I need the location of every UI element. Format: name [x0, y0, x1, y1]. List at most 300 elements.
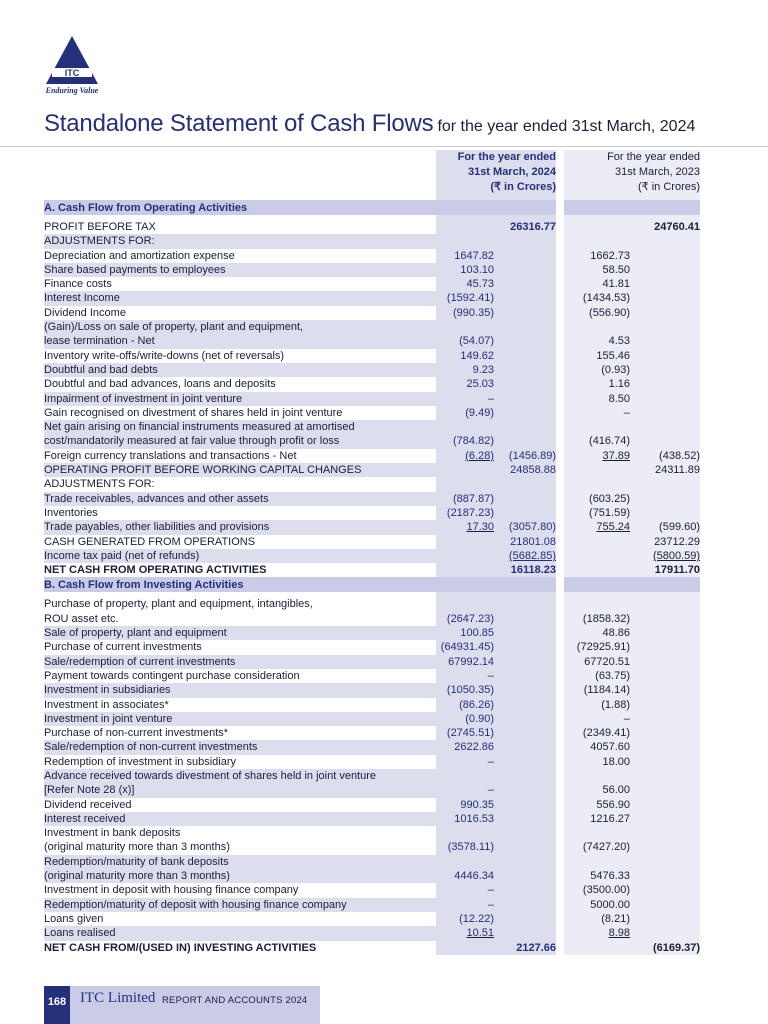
value-2024-detail: 45.73	[436, 277, 494, 291]
value-2024-total	[494, 277, 560, 291]
value-2024-detail: 25.03	[436, 377, 494, 391]
value-2023-detail: 58.50	[560, 263, 630, 277]
value-2024-total	[494, 597, 560, 611]
value-2023-detail: (1.88)	[560, 698, 630, 712]
row-label: Income tax paid (net of refunds)	[44, 549, 436, 563]
value-2023-detail: (7427.20)	[560, 840, 630, 854]
value-2024-total	[494, 740, 560, 754]
table-row	[44, 712, 700, 726]
value-2024-detail: (2647.23)	[436, 612, 494, 626]
value-2023-total	[630, 249, 700, 263]
table-row	[44, 277, 700, 291]
value-2024-total	[494, 349, 560, 363]
value-2023-detail	[560, 477, 630, 491]
value-2024-total: (5682.85)	[494, 549, 560, 563]
value-2023-total	[630, 392, 700, 406]
table-row	[44, 783, 700, 797]
value-2024-detail: (0.90)	[436, 712, 494, 726]
value-2024-total	[494, 683, 560, 697]
table-row	[44, 840, 700, 854]
value-2023-total	[630, 597, 700, 611]
logo-caption: Enduring Value	[45, 86, 99, 95]
value-2024-detail: 103.10	[436, 263, 494, 277]
table-row	[44, 855, 700, 869]
value-2023-detail	[560, 826, 630, 840]
value-2023-total	[630, 320, 700, 334]
value-2024-total	[494, 626, 560, 640]
value-2024-total: 26316.77	[494, 220, 560, 234]
value-2024-detail: 4446.34	[436, 869, 494, 883]
column-header-row	[44, 150, 700, 200]
row-label: Sale/redemption of current investments	[44, 655, 436, 669]
value-2023-total	[630, 506, 700, 520]
value-2024-detail: (6.28)	[436, 449, 494, 463]
value-2023-total	[630, 626, 700, 640]
value-2023-total	[630, 912, 700, 926]
value-2024-total	[494, 320, 560, 334]
row-label: Loans given	[44, 912, 104, 925]
row-label: lease termination - Net	[44, 334, 436, 348]
section-fill	[560, 200, 630, 215]
section-header	[44, 577, 700, 592]
row-label: (Gain)/Loss on sale of property, plant and equipment,	[44, 320, 436, 334]
table-row	[44, 769, 700, 783]
row-label: Purchase of property, plant and equipment, intangibles,	[44, 598, 313, 611]
value-2024-detail: 149.62	[436, 349, 494, 363]
value-2024-total	[494, 655, 560, 669]
value-2023-total	[630, 492, 700, 506]
value-2024-total	[494, 726, 560, 740]
header-2024-line3: (₹ in Crores)	[490, 181, 557, 193]
value-2024-detail	[436, 597, 494, 611]
value-2023-detail	[560, 597, 630, 611]
section-fill	[436, 200, 494, 215]
value-2024-detail	[436, 220, 494, 234]
table-row	[44, 655, 700, 669]
value-2024-detail: 2622.86	[436, 740, 494, 754]
value-2023-detail	[560, 463, 630, 477]
table-row	[44, 463, 700, 477]
value-2023-detail	[560, 941, 630, 955]
value-2023-total	[630, 926, 700, 940]
table-row	[44, 898, 700, 912]
table-row	[44, 434, 700, 448]
value-2024-detail: 17.30	[436, 520, 494, 534]
table-row	[44, 726, 700, 740]
value-2024-detail	[436, 320, 494, 334]
row-label: Investment in subsidiaries	[44, 683, 436, 697]
value-2024-detail: –	[436, 755, 494, 769]
value-2023-total	[630, 477, 700, 491]
table-row	[44, 869, 700, 883]
value-2023-detail: (63.75)	[560, 669, 630, 683]
value-2023-total	[630, 669, 700, 683]
value-2024-total	[494, 883, 560, 897]
value-2023-detail: 1662.73	[560, 249, 630, 263]
row-label: Sale/redemption of non-current investments	[44, 740, 436, 754]
value-2023-total	[630, 263, 700, 277]
value-2024-detail: (9.49)	[436, 406, 494, 420]
value-2024-total	[494, 477, 560, 491]
row-label: OPERATING PROFIT BEFORE WORKING CAPITAL CHANGES	[44, 463, 436, 477]
value-2024-detail: (2745.51)	[436, 726, 494, 740]
value-2024-total	[494, 249, 560, 263]
header-2024-line2: 31st March, 2024	[467, 166, 557, 178]
value-2023-detail: 755.24	[560, 520, 630, 534]
value-2024-detail	[436, 463, 494, 477]
table-row	[44, 926, 700, 940]
value-2024-total	[494, 640, 560, 654]
value-2023-total	[630, 683, 700, 697]
value-2023-detail: (2349.41)	[560, 726, 630, 740]
value-2024-total	[494, 612, 560, 626]
row-label: (original maturity more than 3 months)	[44, 869, 436, 883]
value-2024-total: 2127.66	[494, 941, 560, 955]
value-2023-detail	[560, 234, 630, 248]
row-label: Impairment of investment in joint venture	[44, 392, 436, 406]
table-row	[44, 612, 700, 626]
table-row	[44, 420, 700, 434]
value-2024-total	[494, 669, 560, 683]
value-2024-detail: –	[436, 898, 494, 912]
row-label: cost/mandatorily measured at fair value through profit or loss	[44, 434, 436, 448]
value-2024-total	[494, 234, 560, 248]
value-2023-detail: (3500.00)	[560, 883, 630, 897]
value-2024-total	[494, 869, 560, 883]
value-2024-total	[494, 263, 560, 277]
row-label: Interest Income	[44, 291, 436, 305]
row-label: Inventory write-offs/write-downs (net of reversals)	[44, 349, 285, 362]
page-number: 168	[44, 986, 70, 1024]
row-label: PROFIT BEFORE TAX	[44, 221, 156, 233]
table-row	[44, 941, 700, 955]
table-row	[44, 683, 700, 697]
table-row	[44, 449, 700, 463]
value-2024-detail	[436, 234, 494, 248]
table-row	[44, 626, 700, 640]
cash-flow-body	[44, 200, 700, 955]
row-label: (original maturity more than 3 months)	[44, 841, 230, 854]
report-title: REPORT AND ACCOUNTS 2024	[162, 995, 308, 1006]
value-2024-total	[494, 898, 560, 912]
value-2024-total	[494, 840, 560, 854]
value-2024-detail: 100.85	[436, 626, 494, 640]
row-label: Finance costs	[44, 278, 112, 291]
table-row	[44, 234, 700, 248]
page-title	[44, 110, 744, 138]
value-2024-total	[494, 755, 560, 769]
row-label: Doubtful and bad debts	[44, 363, 436, 377]
value-2024-detail: (1050.35)	[436, 683, 494, 697]
row-label: NET CASH FROM OPERATING ACTIVITIES	[44, 564, 267, 577]
value-2023-total: (599.60)	[630, 520, 700, 534]
value-2023-detail: –	[560, 406, 630, 420]
value-2024-total	[494, 434, 560, 448]
value-2023-total	[630, 812, 700, 826]
value-2024-detail	[436, 477, 494, 491]
table-row	[44, 406, 700, 420]
table-row	[44, 392, 700, 406]
row-label: Interest received	[44, 812, 436, 826]
row-label: Redemption/maturity of deposit with housing finance company	[44, 898, 436, 912]
value-2023-total	[630, 434, 700, 448]
section-fill	[436, 577, 494, 592]
cash-flow-table	[44, 150, 700, 955]
value-2023-total	[630, 726, 700, 740]
header-2023-line2: 31st March, 2023	[615, 166, 701, 178]
value-2023-detail	[560, 535, 630, 549]
value-2024-detail: (54.07)	[436, 334, 494, 348]
value-2023-total	[630, 840, 700, 854]
value-2023-total	[630, 277, 700, 291]
value-2023-total	[630, 698, 700, 712]
row-label: Sale of property, plant and equipment	[44, 626, 436, 640]
value-2023-detail: 67720.51	[560, 655, 630, 669]
row-label: ADJUSTMENTS FOR:	[44, 234, 436, 248]
value-2023-detail: 37.89	[560, 449, 630, 463]
row-label: Inventories	[44, 506, 98, 519]
row-label: Investment in joint venture	[44, 712, 436, 726]
table-row	[44, 549, 700, 563]
value-2023-total	[630, 755, 700, 769]
value-2023-detail: 18.00	[560, 755, 630, 769]
value-2023-detail	[560, 563, 630, 577]
table-row	[44, 740, 700, 754]
table-row	[44, 306, 700, 320]
value-2024-total	[494, 926, 560, 940]
value-2024-total	[494, 769, 560, 783]
value-2024-detail: (3578.11)	[436, 840, 494, 854]
row-label: Doubtful and bad advances, loans and deposits	[44, 378, 276, 391]
value-2024-total	[494, 377, 560, 391]
value-2023-detail: 1216.27	[560, 812, 630, 826]
column-header-2023	[560, 150, 700, 200]
value-2024-detail: 1016.53	[436, 812, 494, 826]
value-2024-detail: (990.35)	[436, 306, 494, 320]
value-2023-total	[630, 783, 700, 797]
value-2024-detail: –	[436, 783, 494, 797]
table-row	[44, 263, 700, 277]
value-2023-detail: (603.25)	[560, 492, 630, 506]
row-label: Share based payments to employees	[44, 263, 436, 277]
row-label: Advance received towards divestment of shares held in joint venture	[44, 769, 436, 783]
value-2023-detail	[560, 320, 630, 334]
value-2024-total	[494, 855, 560, 869]
table-row	[44, 563, 700, 577]
value-2023-detail: 556.90	[560, 798, 630, 812]
value-2023-total	[630, 655, 700, 669]
value-2023-total	[630, 377, 700, 391]
value-2023-detail: (0.93)	[560, 363, 630, 377]
value-2023-detail: –	[560, 712, 630, 726]
title-sub: for the year ended 31st March, 2024	[437, 118, 696, 135]
table-row	[44, 597, 700, 611]
table-row	[44, 477, 700, 491]
value-2024-total	[494, 798, 560, 812]
table-row	[44, 363, 700, 377]
table-row	[44, 349, 700, 363]
value-2024-total	[494, 826, 560, 840]
row-label: Dividend received	[44, 798, 132, 811]
table-row	[44, 249, 700, 263]
value-2023-total	[630, 769, 700, 783]
value-2023-total	[630, 640, 700, 654]
value-2024-total: 21801.08	[494, 535, 560, 549]
value-2024-total	[494, 698, 560, 712]
row-label: Purchase of current investments	[44, 641, 202, 654]
value-2024-detail: 1647.82	[436, 249, 494, 263]
table-row	[44, 755, 700, 769]
table-row	[44, 520, 700, 534]
value-2024-detail: (887.87)	[436, 492, 494, 506]
value-2023-total	[630, 306, 700, 320]
row-label: Foreign currency translations and transactions - Net	[44, 449, 297, 462]
value-2024-detail	[436, 826, 494, 840]
value-2024-detail	[436, 549, 494, 563]
page-footer	[44, 986, 320, 1024]
value-2023-detail: (416.74)	[560, 434, 630, 448]
value-2023-detail: 155.46	[560, 349, 630, 363]
row-label: CASH GENERATED FROM OPERATIONS	[44, 535, 256, 548]
value-2023-total	[630, 869, 700, 883]
value-2023-total	[630, 712, 700, 726]
value-2024-total	[494, 812, 560, 826]
table-row	[44, 883, 700, 897]
column-header-2024	[436, 150, 560, 200]
table-row	[44, 377, 700, 391]
table-row	[44, 640, 700, 654]
value-2023-total	[630, 883, 700, 897]
value-2023-total: 17911.70	[630, 563, 700, 577]
value-2023-detail: (8.21)	[560, 912, 630, 926]
value-2024-total	[494, 783, 560, 797]
value-2024-detail: 9.23	[436, 363, 494, 377]
table-row	[44, 320, 700, 334]
value-2024-detail	[436, 420, 494, 434]
table-row	[44, 334, 700, 348]
value-2023-total: 23712.29	[630, 535, 700, 549]
value-2023-total	[630, 406, 700, 420]
value-2024-detail	[436, 563, 494, 577]
value-2023-detail: (1184.14)	[560, 683, 630, 697]
value-2024-detail	[436, 535, 494, 549]
value-2024-detail: (2187.23)	[436, 506, 494, 520]
row-label: ADJUSTMENTS FOR:	[44, 478, 155, 491]
value-2023-total	[630, 855, 700, 869]
value-2024-total	[494, 291, 560, 305]
row-label: Depreciation and amortization expense	[44, 249, 235, 262]
value-2023-detail: 41.81	[560, 277, 630, 291]
value-2023-detail: (751.59)	[560, 506, 630, 520]
table-row	[44, 535, 700, 549]
row-label: Dividend Income	[44, 306, 126, 319]
section-label: B. Cash Flow from Investing Activities	[44, 577, 436, 592]
value-2023-detail: (1434.53)	[560, 291, 630, 305]
value-2024-total	[494, 392, 560, 406]
row-label: Investment in associates*	[44, 698, 169, 711]
value-2023-detail: 56.00	[560, 783, 630, 797]
value-2023-total	[630, 420, 700, 434]
row-label: Trade receivables, advances and other assets	[44, 492, 436, 506]
value-2024-detail: (64931.45)	[436, 640, 494, 654]
company-name: ITC Limited	[80, 990, 156, 1006]
value-2023-total: (5800.59)	[630, 549, 700, 563]
value-2024-detail: 10.51	[436, 926, 494, 940]
row-label: Purchase of non-current investments*	[44, 727, 229, 740]
table-row	[44, 912, 700, 926]
value-2024-total	[494, 712, 560, 726]
row-label: ROU asset etc.	[44, 612, 119, 625]
title-main: Standalone Statement of Cash Flows	[44, 110, 434, 137]
value-2023-detail: (1858.32)	[560, 612, 630, 626]
table-row	[44, 291, 700, 305]
row-label: Payment towards contingent purchase consideration	[44, 669, 300, 682]
value-2024-detail	[436, 855, 494, 869]
header-blank	[44, 150, 436, 200]
row-label: Net gain arising on financial instruments measured at amortised	[44, 420, 436, 434]
row-label: Redemption/maturity of bank deposits	[44, 855, 436, 869]
value-2024-total	[494, 363, 560, 377]
row-label: Investment in bank deposits	[44, 827, 181, 840]
section-fill	[630, 577, 700, 592]
section-fill	[630, 200, 700, 215]
value-2024-detail: 67992.14	[436, 655, 494, 669]
value-2023-total	[630, 740, 700, 754]
row-label: [Refer Note 28 (x)]	[44, 783, 436, 797]
value-2024-detail: 990.35	[436, 798, 494, 812]
value-2023-total	[630, 898, 700, 912]
row-label: Redemption of investment in subsidiary	[44, 755, 236, 768]
header-rule	[0, 146, 768, 147]
section-fill	[560, 577, 630, 592]
value-2023-total: (438.52)	[630, 449, 700, 463]
header-2023-line1: For the year ended	[607, 151, 701, 163]
value-2023-detail	[560, 769, 630, 783]
value-2023-total: (6169.37)	[630, 941, 700, 955]
value-2023-total	[630, 349, 700, 363]
value-2023-detail: 48.86	[560, 626, 630, 640]
value-2023-total: 24311.89	[630, 463, 700, 477]
value-2023-detail: 4.53	[560, 334, 630, 348]
row-label: Gain recognised on divestment of shares held in joint venture	[44, 406, 343, 419]
value-2023-total	[630, 234, 700, 248]
value-2023-detail: 4057.60	[560, 740, 630, 754]
section-header	[44, 200, 700, 215]
svg-text:ITC: ITC	[64, 68, 80, 78]
table-row	[44, 812, 700, 826]
value-2024-detail	[436, 769, 494, 783]
table-row	[44, 669, 700, 683]
value-2023-total	[630, 334, 700, 348]
value-2024-total	[494, 912, 560, 926]
value-2024-total: 16118.23	[494, 563, 560, 577]
value-2024-detail: (86.26)	[436, 698, 494, 712]
value-2024-total	[494, 492, 560, 506]
table-row	[44, 492, 700, 506]
value-2024-detail: (12.22)	[436, 912, 494, 926]
row-label: Loans realised	[44, 926, 436, 940]
value-2024-detail: –	[436, 392, 494, 406]
table-row	[44, 698, 700, 712]
value-2024-total	[494, 306, 560, 320]
value-2024-detail: (784.82)	[436, 434, 494, 448]
value-2023-detail	[560, 220, 630, 234]
value-2024-detail	[436, 941, 494, 955]
section-fill	[494, 577, 560, 592]
value-2024-detail: (1592.41)	[436, 291, 494, 305]
table-row	[44, 506, 700, 520]
value-2024-detail: –	[436, 669, 494, 683]
